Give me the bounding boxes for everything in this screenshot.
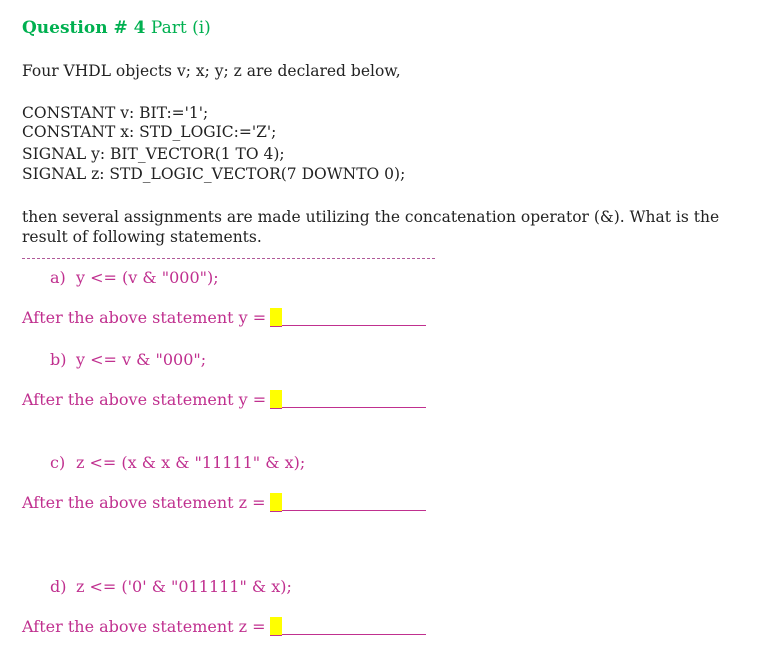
answer-row-a [22,308,426,327]
statement-d [50,577,292,596]
answer-highlight[interactable] [270,308,282,327]
instructions-paragraph: then several assignments are made utilizing the concatenation operator (&). What is the result of following statements. [22,208,720,246]
intro-text: Four VHDL objects v; x; y; z are declared below, [22,62,401,80]
question-title [22,18,211,38]
statement-code: y <= v & "000"; [76,350,207,369]
answer-row-b [22,390,426,409]
answer-row-d [22,617,426,636]
declaration-x: CONSTANT x: STD_LOGIC:='Z'; [22,123,277,141]
question-heading: Question # 4 [22,18,146,38]
question-part: Part (i) [150,18,211,38]
statement-code: z <= (x & x & "11111" & x); [76,453,306,472]
statement-b [50,350,206,369]
statement-marker: d) [50,577,67,596]
answer-blank-line[interactable] [282,407,426,408]
statement-a [50,268,219,287]
declaration-y: SIGNAL y: BIT_VECTOR(1 TO 4); [22,145,285,163]
declaration-z: SIGNAL z: STD_LOGIC_VECTOR(7 DOWNTO 0); [22,165,406,183]
answer-blank-line[interactable] [282,634,426,635]
answer-row-c [22,493,426,512]
statement-code: z <= ('0' & "011111" & x); [76,577,292,596]
answer-highlight[interactable] [270,390,282,409]
statement-marker: c) [50,453,66,472]
statement-code: y <= (v & "000"); [76,268,219,287]
answer-label: After the above statement z = [22,617,266,636]
answer-blank-line[interactable] [282,510,426,511]
declaration-v: CONSTANT v: BIT:='1'; [22,104,209,122]
answer-highlight[interactable] [270,493,282,512]
statement-c [50,453,305,472]
dashed-divider [22,258,435,259]
statement-marker: a) [50,268,66,287]
statement-marker: b) [50,350,67,369]
answer-label: After the above statement y = [22,390,267,409]
answer-blank-line[interactable] [282,325,426,326]
answer-highlight[interactable] [270,617,282,636]
answer-label: After the above statement y = [22,308,267,327]
answer-label: After the above statement z = [22,493,266,512]
